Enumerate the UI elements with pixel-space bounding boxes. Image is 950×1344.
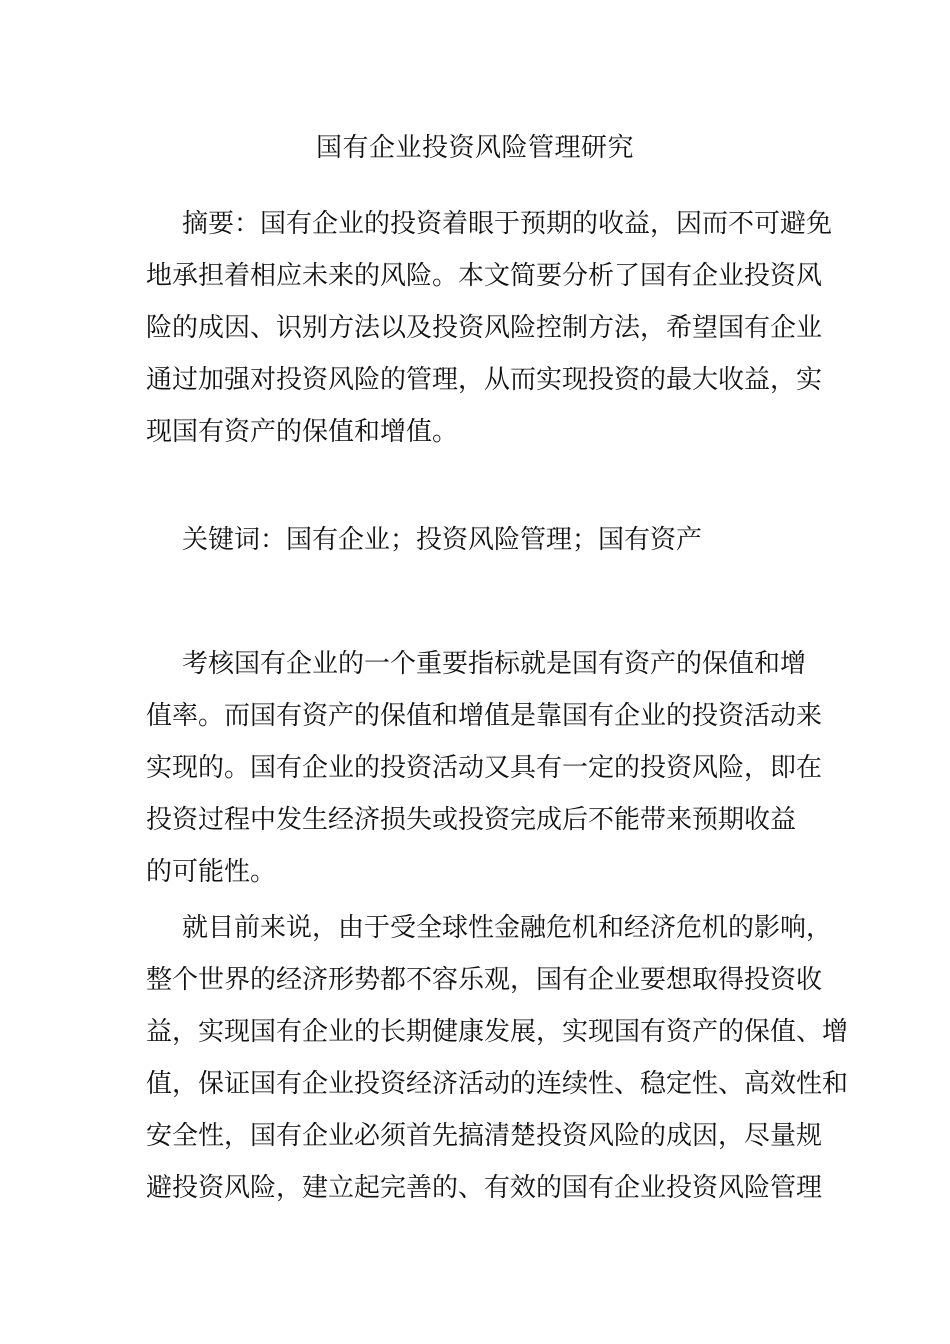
body-paragraph-2 <box>146 902 849 1214</box>
abstract-line: 险的成因、识别方法以及投资风险控制方法，希望国有企业 <box>146 313 823 343</box>
body-paragraph-1 <box>146 638 823 898</box>
abstract-line: 通过加强对投资风险的管理，从而实现投资的最大收益，实 <box>146 365 823 395</box>
paragraph-line: 投资过程中发生经济损失或投资完成后不能带来预期收益 <box>146 805 797 835</box>
paragraph-line: 的可能性。 <box>146 857 277 887</box>
paragraph-line: 值率。而国有资产的保值和增值是靠国有企业的投资活动来 <box>146 701 823 731</box>
paragraph-line: 安全性，国有企业必须首先搞清楚投资风险的成因，尽量规 <box>146 1121 823 1151</box>
abstract-line: 现国有资产的保值和增值。 <box>146 417 459 447</box>
abstract-line: 地承担着相应未来的风险。本文简要分析了国有企业投资风 <box>146 261 823 291</box>
abstract-section <box>146 198 833 458</box>
paragraph-line: 避投资风险，建立起完善的、有效的国有企业投资风险管理 <box>146 1173 823 1203</box>
paragraph-line: 考核国有企业的一个重要指标就是国有资产的保值和增 <box>182 649 807 679</box>
keywords-line: 关键词：国有企业；投资风险管理；国有资产 <box>182 525 703 555</box>
paragraph-line: 实现的。国有企业的投资活动又具有一定的投资风险，即在 <box>146 753 823 783</box>
document-title: 国有企业投资风险管理研究 <box>315 133 634 163</box>
paragraph-line: 就目前来说，由于受全球性金融危机和经济危机的影响， <box>182 913 833 943</box>
paragraph-line: 益，实现国有企业的长期健康发展，实现国有资产的保值、增 <box>146 1017 849 1047</box>
keywords-section <box>146 514 808 566</box>
abstract-line: 摘要：国有企业的投资着眼于预期的收益，因而不可避免 <box>182 209 833 239</box>
paragraph-line: 值，保证国有企业投资经济活动的连续性、稳定性、高效性和 <box>146 1069 849 1099</box>
paragraph-line: 整个世界的经济形势都不容乐观，国有企业要想取得投资收 <box>146 965 823 995</box>
